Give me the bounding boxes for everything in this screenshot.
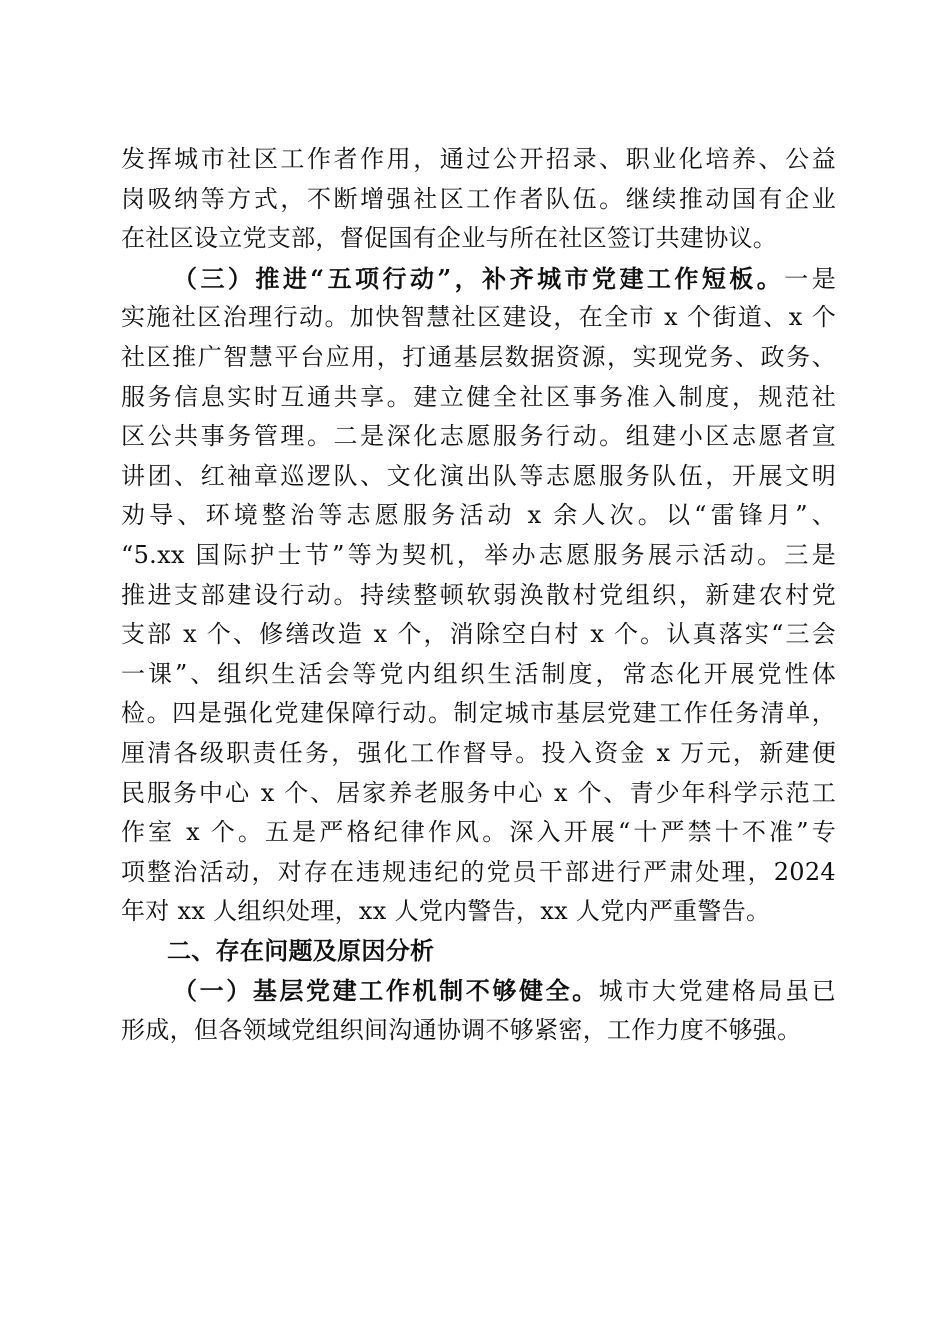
text-line: 形成，但各领域党组织间沟通协调不够紧密，工作力度不够强。 bbox=[121, 1016, 802, 1045]
text-line: 在社区设立党支部，督促国有企业与所在社区签订共建协议。 bbox=[121, 224, 778, 253]
text-line: 一课”、组织生活会等党内组织生活制度，常态化开展党性体 bbox=[121, 659, 836, 688]
paragraph-text: 一是 bbox=[784, 264, 836, 293]
text-line: 社区推广智慧平台应用，打通基层数据资源，实现党务、政务、 bbox=[121, 342, 836, 371]
document-body bbox=[121, 140, 836, 1051]
text-line: 检。四是强化党建保障行动。制定城市基层党建工作任务清单， bbox=[121, 699, 836, 728]
text-line: 岗吸纳等方式，不断增强社区工作者队伍。继续推动国有企业 bbox=[121, 184, 836, 213]
text-line: 服务信息实时互通共享。建立健全社区事务准入制度，规范社 bbox=[121, 382, 836, 411]
paragraph-title: （一）基层党建工作机制不够健全。 bbox=[173, 976, 599, 1006]
text-line: 年对 xx 人组织处理，xx 人党内警告，xx 人党内严重警告。 bbox=[121, 897, 771, 926]
text-line: 项整治活动，对存在违规违纪的党员干部进行严肃处理，2024 bbox=[121, 857, 836, 886]
text-line: 劝导、环境整治等志愿服务活动 x 余人次。以“雷锋月”、 bbox=[121, 501, 836, 530]
text-line: 民服务中心 x 个、居家养老服务中心 x 个、青少年科学示范工 bbox=[121, 778, 836, 807]
section-heading: 二、存在问题及原因分析 bbox=[167, 936, 435, 965]
text-line: 厘清各级职责任务，强化工作督导。投入资金 x 万元，新建便 bbox=[121, 738, 836, 767]
paragraph-title: （三）推进“五项行动”，补齐城市党建工作短板。 bbox=[173, 263, 785, 293]
text-line: 实施社区治理行动。加快智慧社区建设，在全市 x 个街道、x 个 bbox=[121, 303, 836, 332]
text-line: 发挥城市社区工作者作用，通过公开招录、职业化培养、公益 bbox=[121, 145, 836, 173]
text-line: 作室 x 个。五是严格纪律作风。深入开展“十严禁十不准”专 bbox=[121, 818, 836, 847]
text-line: 推进支部建设行动。持续整顿软弱涣散村党组织，新建农村党 bbox=[121, 580, 836, 609]
paragraph-text: 城市大党建格局虽已 bbox=[598, 977, 836, 1006]
text-line: 讲团、红袖章巡逻队、文化演出队等志愿服务队伍，开展文明 bbox=[121, 461, 836, 490]
paragraph-first-line bbox=[121, 971, 836, 1011]
text-line: 区公共事务管理。二是深化志愿服务行动。组建小区志愿者宣 bbox=[121, 422, 836, 451]
paragraph-first-line bbox=[121, 259, 836, 299]
text-line: “5.xx 国际护士节”等为契机，举办志愿服务展示活动。三是 bbox=[121, 540, 836, 569]
text-line: 支部 x 个、修缮改造 x 个，消除空白村 x 个。认真落实“三会 bbox=[121, 620, 836, 649]
